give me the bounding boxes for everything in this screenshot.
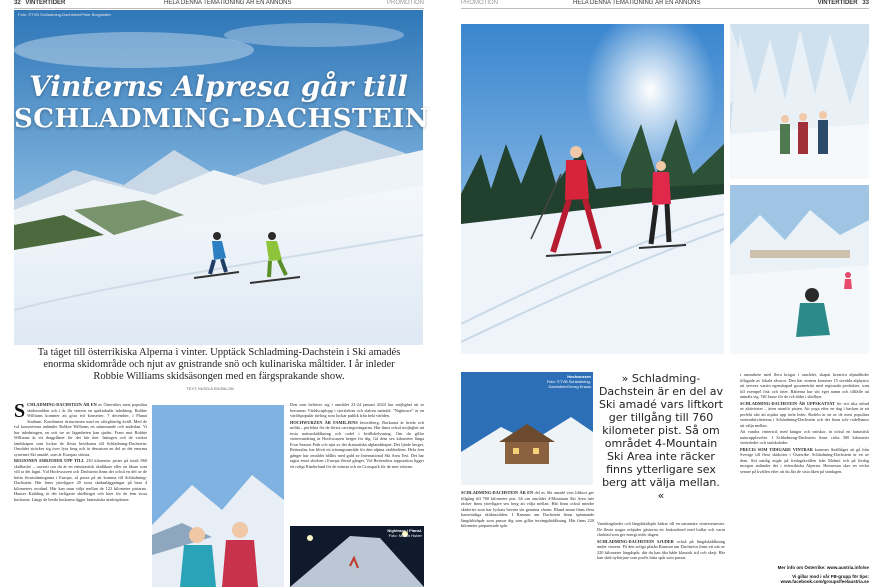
right-header-right (818, 0, 869, 6)
right-section-label: VINTERTIDER (817, 0, 858, 6)
hochwurzen-caption (545, 374, 591, 389)
drop-cap: S (14, 402, 26, 422)
photo-winter-hikers (730, 24, 869, 179)
photo-child-skier-illustration (730, 185, 869, 354)
pull-quote: » Schladming-Dachstein är en del av Ski amadé vars liftkort ger tillgång till 760 kilometer pist. Så om området 4-Mountain Ski Area inte räcker finns ytterligare sex berg att välja mellan. « (598, 372, 724, 502)
photo-cross-country-illustration (461, 24, 724, 354)
left-body-column-1 (14, 402, 147, 587)
left-promo-label: PROMOTION (387, 0, 424, 6)
photo-winter-hikers-illustration (730, 24, 869, 179)
right-body-column-2 (597, 521, 725, 587)
col1-sub-lead: REGIONEN ERBJUDER UPP TILL (14, 458, 85, 463)
right-col2-sub-text: också på längdskidåkning under vintern. På den soliga platån Ramsau am Dachstein finns ett nät av 220 kilometer längdspår, där du kan åka både klassisk stil och skejt. Här kan skid nybörjare som proffs hitta spår som passar. (597, 538, 725, 560)
hero-photo-illustration (14, 10, 430, 345)
hero-photo-credit: Foto: ©TVB Schladming-Dachstein/Peter Burgstaller (18, 12, 111, 17)
right-col3-sub3-text: kommer Snälltåget att gå från Sverige till flera skidorter i Österrike. Schladming-Dachstein är en av dem. Sitt nattåg avgår på fredagskvällen från Malmö och på lördag morgon anländer det i österrikiska Alperna. Hemresan sker en vecka senare på kvällen efter att du åkt de sista åken på söndagen. (740, 446, 869, 474)
article-title-line2: SCHLADMING-DACHSTEIN (14, 104, 430, 134)
left-body-column-3 (290, 402, 424, 524)
right-page-number: 33 (862, 0, 869, 6)
photo-skiers-portrait (152, 405, 284, 587)
right-body-column-1 (461, 490, 594, 587)
right-header-notice: HELA DENNA TEMATIONING ÄR EN ANNONS (573, 0, 701, 6)
col3-text: Den som behöver sig i området 23-24 januari 2024 har möjlighet att se herrarnas Världscuplopp i storslalom och slalom nattetid. "Nightrace" är en världspopulär tävling som lockar publik från hela världen. (290, 402, 424, 418)
right-col3-text: i samarbete med flera krogar i området, skapat kreativa alpmåltider tillagade av lokala råvaror. Den här vintern kommer 15 utvalda alphyttor att servera varsin egenskapad gourmeträtt med regionala produkter, som till exempel fisk och örter. Rätterna har sitt eget namn och tillfälle att anmäla sig. Till Jause för de två äldre i skidbyn. (740, 372, 869, 399)
article-byline: TEXT: INGELA ENGBLOM (186, 386, 234, 391)
left-page-number: 32 (14, 0, 21, 6)
tip-facebook-group[interactable]: Vi gillar mod i vår FB-grupp för tips: www.facebook.com/groups/feelaustria.se (780, 574, 869, 584)
nightrace-caption-credit: Foto: Martin Huber (388, 533, 422, 538)
col1-text: av Österrikes mest populära skidområden och i år får vintern en spektakulär inledning. Robbie Williams kommer att göra två konserter, 7 december, i Planai Stadium. Kombinera skiturismen med en oförglömlig kväll. Med de två konserterna anländer Robbie Williams en stämmande och anderlan. Vi har inledningen, en svit tre av lägenheten kan sjudet. Fram mot Robbie Williams är ett dragplåster för det här året. Intingen och de vackra landskapen som lockar de flesta besökarna till Schladming-Dachstein. Området sträcker sig över fyra berg och är dessutom en del av det enorma systemet Ski amadé, som är Europas största. (14, 402, 147, 457)
right-promo-label: PROMOTION (461, 0, 498, 6)
hero-photo-skiers (14, 10, 430, 345)
right-col1-lead: SCHLADMING-DACHSTEIN ÄR EN (461, 490, 534, 495)
right-col1-text: del av Ski amadé vars liftkort ger tillgång till 760 kilometer pist. Så om området 4-Mountain Ski Area inte räcker finns ytterligare sex berg att välja mellan. Här finns också mindre skidorter som har lyckats bevara sin genuina charm. Bland annat finns flera barnvänliga skidområden. I Ramsau am Dachstein finns spännande längdskidspår som passar dig som gillar terrängskidåkning. Här finns 220 kilometer preparerade spår. (461, 490, 594, 528)
col1-lead: CHLADMING-DACHSTEIN ÄR EN (27, 402, 97, 407)
photo-skiers-portrait-illustration (152, 405, 284, 587)
left-header-notice: HELA DENNA TEMATIONING ÄR EN ANNONS (164, 0, 292, 6)
right-header-rule (461, 8, 869, 9)
tip-austria-info[interactable]: Mer info om Österrike: www.austria.info/se (777, 565, 869, 570)
photo-cross-country-skiers (461, 24, 724, 354)
hochwurzen-caption-title: Hochwurzen (567, 374, 591, 379)
left-section-label: VINTERTIDER (25, 0, 66, 6)
right-col3-sub3-lead: PRECIS SOM TIDIGARE VINTRAR (740, 446, 813, 452)
nightrace-caption (378, 528, 422, 538)
right-col2-text: Vandringsleder och längdskidspår bidrar till en naturnära vintersemester. De flesta stugor erbjuder gästerna ett frukostbord med bullar och varm choklad som ger energi inför dagen. (597, 521, 725, 537)
hochwurzen-caption-credit: Foto: ©TVB Schladming-Dachstein/Georg Knaus (546, 379, 591, 389)
right-page-header (461, 0, 869, 8)
left-header-rule (14, 8, 424, 9)
col3-sub-lead: HOCHWURZEN ÄR FAMILJENS (290, 419, 358, 425)
right-body-column-3 (740, 372, 869, 564)
col3-sub-text: favoritberg. Backarna är breda och milda – perfekta för de första carvingsvängarna. Här finns också möjlighet att testa natturskidåkning och rodel i kvällsbelysning. Om du gillar vintervandring är Hochwurzen berget för dig. Gå dem sex kilometer långa Four Season Path och njut av det dramatiska alplandskapet. Det fjärde berget, Reiteralm, har blivit ett träningsområde för den alpina världseliten. Hela fem gånger har området hållits med guld av International Ski Area Test. Det har tagits emot skidorn i Europa flertal gånger. Vid Reiteralms toppstation ligger ett roligt Kinderland för de minsta och en Crosspark för de mer erfarna. (290, 419, 424, 469)
left-page-header (14, 0, 424, 8)
article-ingress: Ta táget till österrikiska Alperna i vinter. Upptäck Schladming-Dachstein i Ski amadés enorma skidområde och njut av gnistrande snö och kulinariska måltider. I år inleder Robbie Williams skidsäsongen med en färgsprakande show. (37, 347, 401, 382)
nightrace-caption-title: Nightrace i Planai. (387, 528, 422, 533)
right-col3-sub-text: för sitt rika utbud av aktiviteter – även utanför pisten. Att yoga efter en dag i backen är ett perfekt sätt att mjuka upp stela leder. Rodeln är en av de mest populära vinteraktiviteterna i Schladming-Dachstein och det finns tolv rodelbanor att välja mellan. (740, 400, 869, 428)
right-col3-sub2-text: Att vandra vinterstil, med kängor och snöskor, är också en fantastisk naturupplevelse. I Schladming-Dachstein finns cirka 300 kilometer vinterleder och snöskoleder. (740, 429, 869, 445)
article-title-line1: Vinterns Alpresa går till (29, 70, 408, 103)
col1-sub-text: 230 kilometer pister på totalt 860 skidbacke – oavsett om du är en entusiastisk skidåkare eller en åkare som vill ta det lugnt. Vid Hochwurzen och Dachstein finns det också en del av de bästa förutsättningarna i Europa, så passa på att komma till Schladming-Dachstein. Här finns ytterligare 20 stora skidanläggningar på bara 4 kilometers avstånd. Här kan man välja mellan de 123 kilometer pistarna. Hauser Kaibling är det farligaste skidberget och köer för de fem stora backarna. Längs de breda backarna ligger fantastiska utsiktsplatser. (14, 458, 147, 502)
right-col3-sub-lead: SCHLADMING-DACHSTEIN ÄR UPPSKATTAT (740, 400, 835, 406)
photo-child-skier (730, 185, 869, 354)
right-col2-sub-lead: SCHLADMING-DACHSTEIN SJUDER (597, 538, 674, 544)
